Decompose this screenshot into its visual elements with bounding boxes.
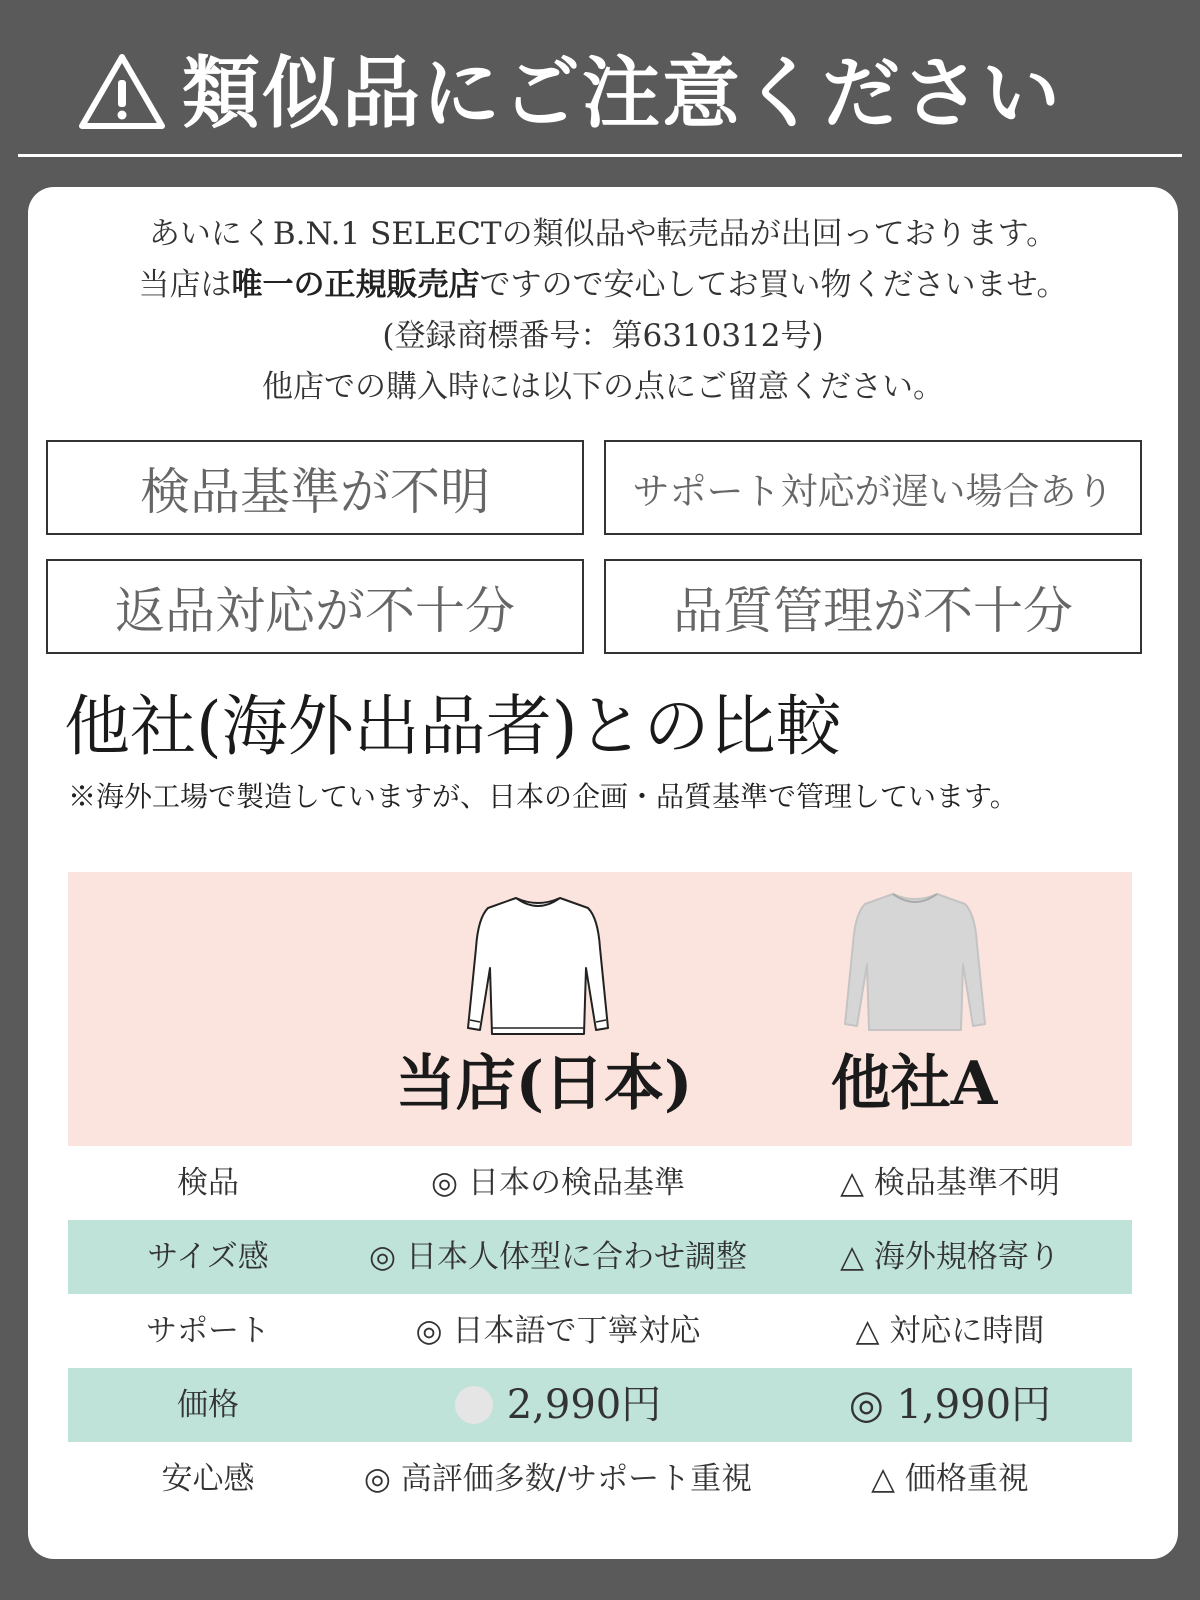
- row-label: サポート: [146, 1313, 270, 1349]
- competitor-value: △ 対応に時間: [855, 1313, 1045, 1349]
- row-label: サイズ感: [147, 1239, 269, 1275]
- row-label: 安心感: [161, 1461, 255, 1497]
- our-value: ◎ 高評価多数/サポート重視: [363, 1461, 753, 1497]
- notice-line: [28, 260, 1178, 311]
- our-price: [348, 1368, 768, 1442]
- warning-icon: [78, 52, 166, 132]
- comparison-header: [68, 872, 1132, 1146]
- competitor-value: △ 海外規格寄り: [840, 1239, 1060, 1275]
- content-card: [28, 187, 1178, 1559]
- white-sweater-icon: [458, 888, 618, 1048]
- table-row: [68, 1368, 1132, 1442]
- table-row: [68, 1146, 1132, 1220]
- notice-text-suffix: ですので安心してお買い物くださいませ。: [479, 267, 1068, 303]
- page-title: 類似品にご注意ください: [182, 48, 1063, 139]
- competitor-price: ◎ 1,990円: [848, 1382, 1052, 1428]
- our-value: ◎ 日本の検品基準: [431, 1165, 685, 1201]
- gray-sweater-icon: [835, 884, 995, 1044]
- our-price-value: 2,990円: [506, 1382, 662, 1428]
- competitor-value: △ 価格重視: [871, 1461, 1029, 1497]
- warning-box: 返品対応が不十分: [46, 559, 584, 654]
- header-divider: [18, 154, 1182, 157]
- notice-text-prefix: 当店は: [138, 267, 232, 303]
- competitor-column-header: 他社A: [830, 1049, 998, 1119]
- comparison-note: ※海外工場で製造していますが、日本の企画・品質基準で管理しています。: [68, 780, 1018, 813]
- gray-circle-icon: [455, 1386, 493, 1424]
- our-store-column-header: 当店(日本): [395, 1049, 693, 1119]
- page-header: [0, 0, 1200, 160]
- our-value: ◎ 日本語で丁寧対応: [415, 1313, 701, 1349]
- row-label: 価格: [177, 1387, 239, 1423]
- warning-box: サポート対応が遅い場合あり: [604, 440, 1142, 535]
- comparison-title: 他社(海外出品者)との比較: [64, 688, 842, 765]
- warning-box: 品質管理が不十分: [604, 559, 1142, 654]
- notice-text: [28, 209, 1178, 413]
- warning-box: 検品基準が不明: [46, 440, 584, 535]
- table-row: [68, 1442, 1132, 1516]
- notice-line: あいにくB.N.1 SELECTの類似品や転売品が出回っております。: [148, 216, 1058, 252]
- our-value: ◎ 日本人体型に合わせ調整: [369, 1239, 747, 1275]
- trademark-number: (登録商標番号：第6310312号): [382, 318, 824, 354]
- official-store-emphasis: 唯一の正規販売店: [231, 267, 480, 303]
- row-label: 検品: [177, 1165, 239, 1201]
- table-row: [68, 1220, 1132, 1294]
- table-row: [68, 1294, 1132, 1368]
- competitor-value: △ 検品基準不明: [840, 1165, 1060, 1201]
- notice-line: 他店での購入時には以下の点にご留意ください。: [262, 369, 944, 405]
